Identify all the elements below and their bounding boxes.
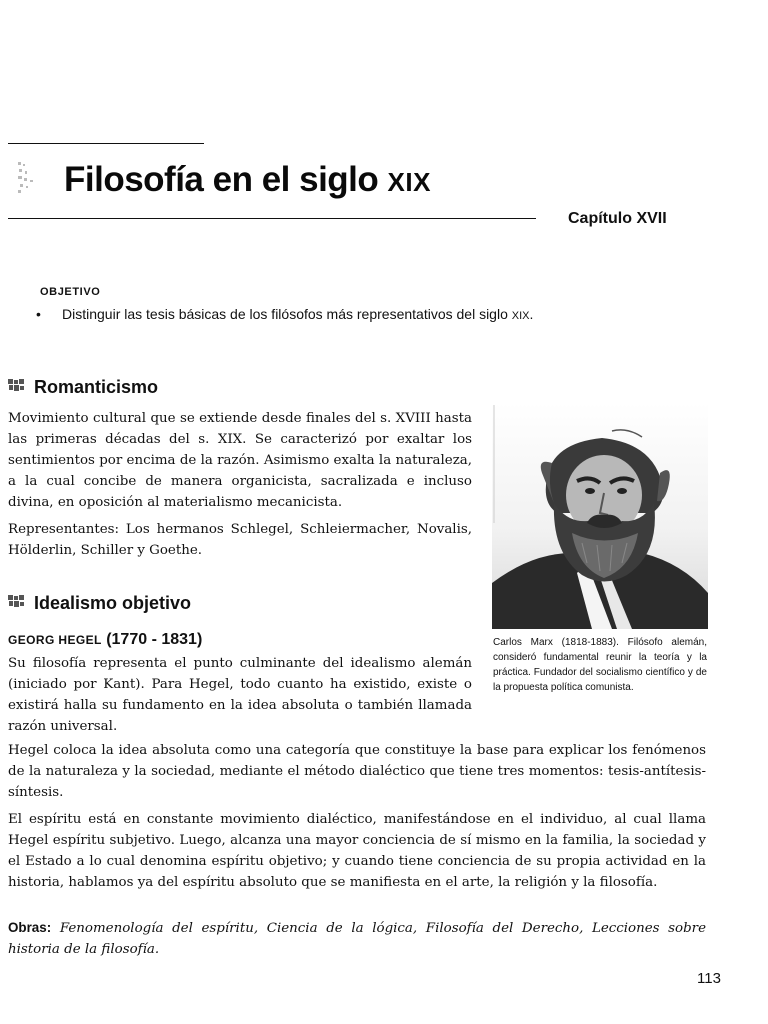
header-rule-long [8, 218, 536, 219]
hegel-paragraph: Hegel coloca la idea absoluta como una categoría que constituye la base para explicar los fenómenos de la naturaleza y la sociedad, mediante el método dialéctico que tiene tres momentos: tesis-antítesis-síntesis. [8, 743, 706, 800]
section-heading-text: Idealismo objetivo [34, 593, 192, 613]
page-number: 113 [697, 970, 721, 987]
chapter-label: Capítulo XVII [568, 210, 667, 227]
hegel-intro [8, 653, 472, 743]
objective-item-century: XIX [511, 310, 530, 322]
objective-item [36, 306, 533, 322]
hegel-body [8, 740, 706, 899]
philosopher-name: GEORG HEGEL [8, 633, 102, 647]
hegel-paragraph: Su filosofía representa el punto culminante del idealismo alemán (iniciado por Kant). Para Hegel, todo cuanto ha existido, existe o existirá halla su fundamento en la idea absoluta o también llamada razón universal. [8, 656, 472, 734]
figure-caption: Carlos Marx (1818-1883). Filósofo alemán, consideró fundamental reunir la teoría y la práctica. Fundador del socialismo científico y de la propuesta política comunista. [493, 637, 707, 693]
romanticism-body [8, 408, 472, 567]
section-heading-text: Romanticismo [34, 377, 159, 397]
hegel-paragraph: El espíritu está en constante movimiento dialéctico, manifestándose en el individuo, al cual llama Hegel espíritu subjetivo. Luego, alcanza una mayor conciencia de sí mismo en la familia, la sociedad y el Estado a lo cual denomina espíritu objetivo; y cuando tiene conciencia de su propia actividad en la historia, hablamos ya del espíritu absoluto que se manifiesta en el arte, la religión y la filosofía. [8, 812, 706, 890]
romanticism-representatives: Representantes: Los hermanos Schlegel, Schleiermacher, Novalis, Hölderlin, Schiller y Goethe. [8, 522, 472, 558]
objective-label: OBJETIVO [40, 286, 101, 298]
objective-item-end: . [529, 306, 534, 322]
section-marker-icon [8, 595, 24, 607]
philosopher-heading [8, 631, 202, 649]
page-title [64, 160, 431, 200]
header-rule-short [8, 143, 204, 144]
title-ornament-icon [16, 160, 50, 196]
section-heading-idealism [8, 593, 191, 614]
section-marker-icon [8, 379, 24, 391]
objective-item-text: Distinguir las tesis básicas de los filósofos más representativos del siglo [62, 306, 508, 322]
page-title-text: Filosofía en el siglo [64, 160, 379, 199]
works-label: Obras: [8, 920, 52, 935]
romanticism-paragraph: Movimiento cultural que se extiende desde finales del s. XVIII hasta las primeras décadas del s. XIX. Se caracterizó por exaltar los sentimientos por encima de la razón. Asimismo exalta la naturaleza, a la cual concibe de manera organicista, sacralizada e incluso divina, en oposición al materialismo mecanicista. [8, 411, 472, 510]
marx-portrait-image [492, 403, 708, 629]
philosopher-dates: (1770 - 1831) [106, 631, 203, 648]
section-heading-romanticism [8, 377, 158, 398]
bullet-icon: • [36, 306, 41, 322]
hegel-works [8, 917, 706, 960]
works-list: Fenomenología del espíritu, Ciencia de la lógica, Filosofía del Derecho, Lecciones sobre historia de la filosofía. [8, 921, 707, 957]
page-title-century: XIX [387, 167, 431, 197]
